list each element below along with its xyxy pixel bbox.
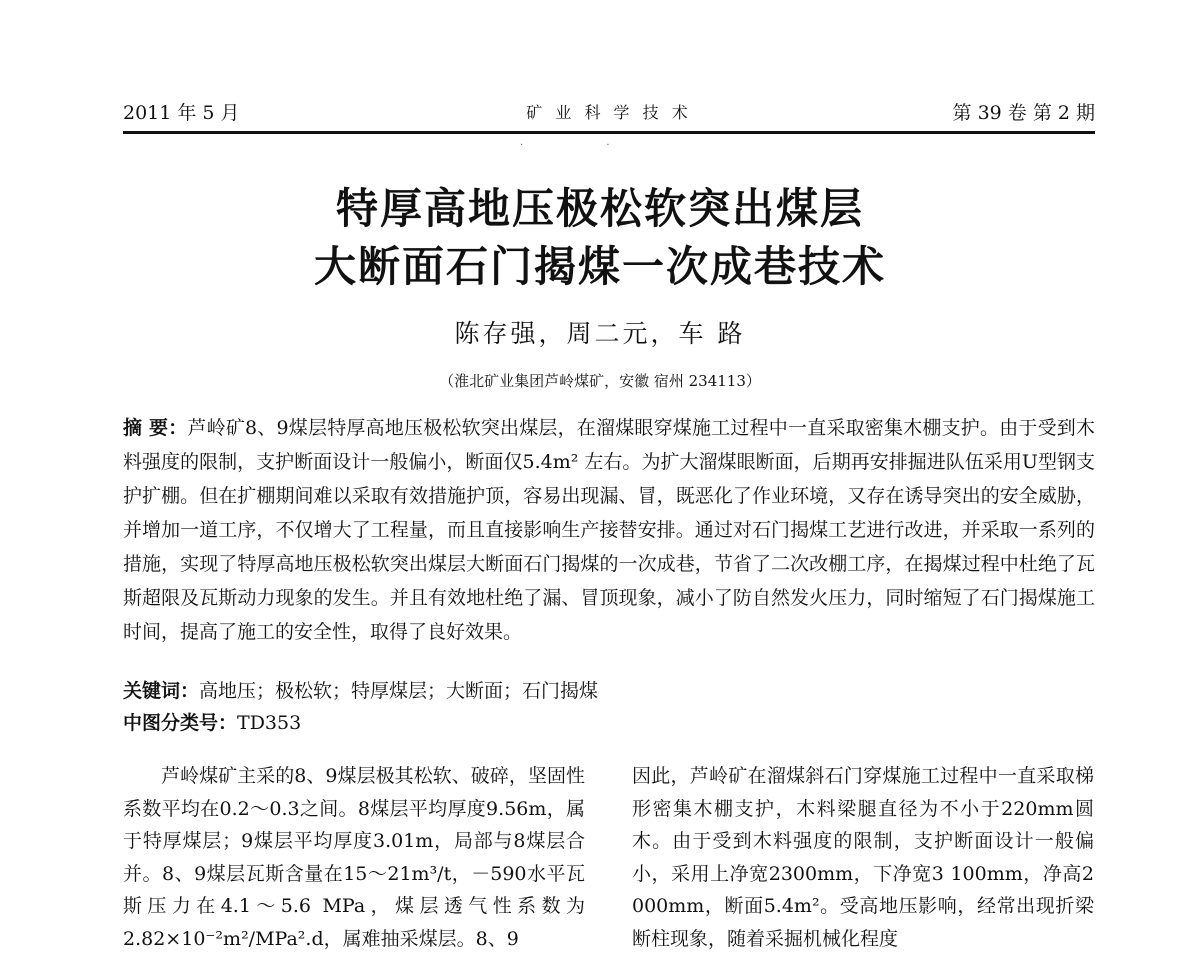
keywords [123,674,1095,708]
header-journal: 矿 业 科 学 技 术 [526,103,692,122]
keywords-text: 高地压；极松软；特厚煤层；大断面；石门揭煤 [199,680,599,702]
abstract-text: 芦岭矿8、9煤层特厚高地压极松软突出煤层，在溜煤眼穿煤施工过程中一直采取密集木棚支护。由于受到木料强度的限制，支护断面设计一般偏小，断面仅5.4m² 左右。为扩大溜煤眼断面，后期再安排掘进队伍采用U型钢支护扩棚。但在扩棚期间难以采取有效措施护顶，容易出现漏、冒，既恶化了作业环境，又存在诱导突出的安全威胁，并增加一道工序，不仅增大了工程量，而且直接影响生产接替安排。通过对石门揭煤工艺进行改进，并采取一系列的措施，实现了特厚高地压极松软突出煤层大断面石门揭煤的一次成巷，节省了二次改棚工序，在揭煤过程中杜绝了瓦斯超限及瓦斯动力现象的发生。并且有效地杜绝了漏、冒顶现象，减小了防自然发火压力，同时缩短了石门揭煤施工时间，提高了施工的安全性，取得了良好效果。 [123,417,1095,643]
body-column-right [632,760,1094,955]
body-right-paragraph: 因此，芦岭矿在溜煤斜石门穿煤施工过程中一直采取梯形密集木棚支护，木料梁腿直径为不小于220mm圆木。由于受到木料强度的限制，支护断面设计一般偏小，采用上净宽2300mm，下净宽3 100mm，净高2 000mm，断面5.4m²。受高地压影响，经常出现折梁断柱现象，随着采掘机械化程度 [632,765,1094,950]
body-column-left [123,760,585,955]
abstract [123,411,1095,649]
clc-text: TD353 [237,712,302,734]
scan-speck: · · [520,140,650,151]
title-line-2: 大断面石门揭煤一次成巷技术 [313,242,886,291]
running-header [123,98,1095,128]
affiliation: （淮北矿业集团芦岭煤矿，安徽 宿州 234113） [439,372,761,390]
keywords-label: 关键词： [123,680,200,702]
title-line-1: 特厚高地压极松软突出煤层 [335,184,864,233]
body-left-paragraph: 芦岭煤矿主采的8、9煤层极其松软、破碎，坚固性系数平均在0.2～0.3之间。8煤层平均厚度9.56m，属于特厚煤层；9煤层平均厚度3.01m，局部与8煤层合并。8、9煤层瓦斯含量在15～21m³/t，－590水平瓦斯压力在4.1～5.6 MPa，煤层透气性系数为2.82×10⁻²m²/MPa².d，属难抽采煤层。8、9 [123,765,585,950]
header-rule [123,131,1095,134]
header-issue: 第 39 卷 第 2 期 [952,102,1095,124]
clc-label: 中图分类号： [123,712,238,734]
classification-number [123,706,1095,740]
authors: 陈存强，周二元，车 路 [454,319,746,348]
paper-title [0,180,1200,296]
header-date: 2011 年 5 月 [123,102,240,124]
abstract-label: 摘 要： [123,417,188,439]
